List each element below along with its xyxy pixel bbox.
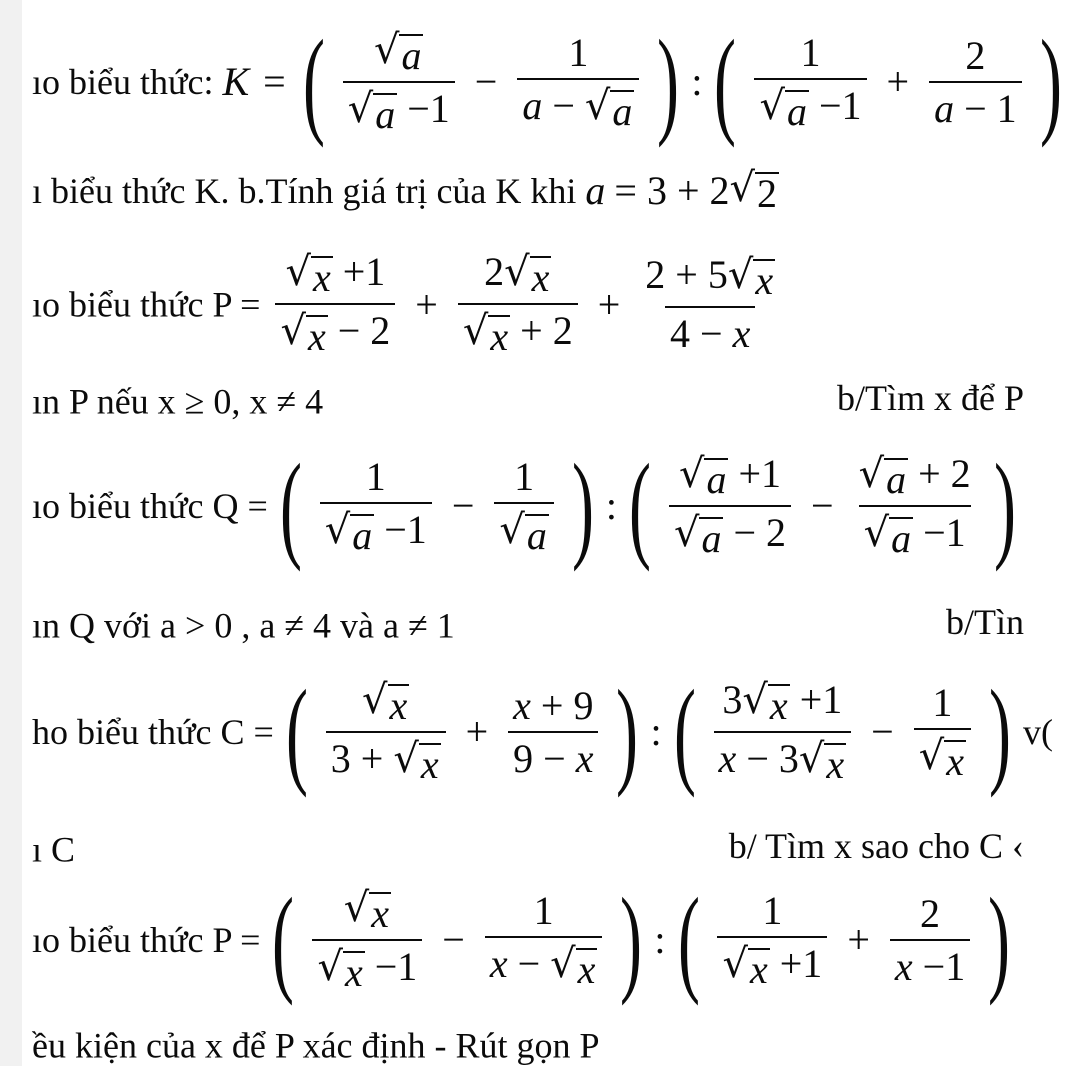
fraction: 1 a − √ a [517,33,639,132]
question-c-left: ı C [32,829,76,870]
fraction: $\frac{2}{x -1}$ [890,894,970,987]
left-paren: ( [279,439,302,572]
var-k: K [222,59,250,104]
plus-sign: + [886,59,910,104]
right-paren: ) [988,873,1011,1006]
right-paren: ) [620,873,643,1006]
right-paren: ) [616,665,639,798]
minus-sign: − [811,483,834,528]
fraction: 2 + 5 √ x 4 − x [645,252,774,356]
fraction: 3 √ x +1 x − 3 √ x [714,680,852,785]
left-paren: ( [673,665,696,798]
expression-c-line [32,665,1053,798]
plus-sign: + [465,709,489,754]
expression-p2-lead: ıo biểu thức P = [32,920,270,960]
equals-sign: = [263,59,286,104]
left-paren: ( [677,873,700,1006]
right-paren: ) [657,15,680,148]
plus-sign: + [597,281,621,327]
minus-sign: − [474,59,498,104]
minus-sign: − [451,483,475,528]
expression-c-lead: ho biểu thức C = [32,712,283,752]
fraction: √ x 3 + √ x [326,680,446,785]
minus-sign: − [442,917,465,962]
expression-p2-line [32,873,1024,1006]
expression-q-lead: ıo biểu thức Q = [32,486,277,526]
page-left-edge [0,0,22,1066]
fraction: 1 x − √ x [485,891,603,990]
expression-p-line [32,249,1024,359]
fraction: 1 √ x [914,683,971,782]
fraction: 1 √ a −1 [320,457,432,556]
fraction: √ a +1 √ a − 2 [669,454,791,559]
colon-sign: : [654,917,666,962]
left-paren: ( [285,665,308,798]
colon-sign: : [605,483,617,528]
fraction: $\frac{2}{a - 1}$ [929,36,1022,129]
question-c-right: b/ Tìm x sao cho C ‹ [728,826,1024,866]
expression-k-line [32,15,1062,148]
fraction: $\frac{x + 9}{9 - x}$ [508,686,598,779]
condition-p2-line [32,1024,1024,1064]
condition-q-text: ın Q với a > 0 , a ≠ 4 và a ≠ 1 [32,605,455,646]
expression-k-lead: ıo biểu thức: [32,62,223,102]
minus-sign: − [871,709,894,754]
condition-p-line [32,380,1024,420]
fraction: 2 √ x √ x + 2 [458,252,578,357]
right-paren: ) [993,439,1016,572]
colon-sign: : [650,709,662,754]
right-paren: ) [571,439,594,572]
condition-p-text: ın P nếu x ≥ 0, x ≠ 4 [32,381,324,422]
sqrt-two: √ 2 [729,165,778,216]
colon-sign: : [691,59,703,104]
plus-sign: + [847,917,870,962]
fraction: √ x +1 √ x − 2 [275,252,395,357]
question-c-line [32,828,1024,868]
question-k-line [32,165,1024,216]
question-k-text: ı biểu thức K. b.Tính giá trị của K khi [32,171,586,211]
condition-q-line [32,604,1024,644]
fraction: √ a √ a −1 [343,30,455,135]
left-paren: ( [272,873,295,1006]
question-q-text: b/Tìn [946,602,1024,642]
fraction: 1 √ a [494,457,554,556]
plus-sign: + [415,281,438,327]
fraction: √ x √ x −1 [312,888,422,993]
question-p-text: b/Tìm x để P [837,378,1024,418]
right-paren: ) [1039,15,1062,148]
left-paren: ( [302,15,325,148]
left-paren: ( [714,15,737,148]
var-a: a [585,168,606,213]
cut-off-text: v( [1022,712,1053,752]
condition-p2-text: ều kiện của x để P xác định - Rút gọn P [32,1025,600,1066]
fraction: 1 √ x +1 [717,891,827,990]
left-paren: ( [628,439,651,572]
fraction: √ a + 2 √ a −1 [858,450,971,561]
fraction: 1 √ a −1 [754,33,866,132]
expression-p-lead: ıo biểu thức P = [32,284,270,325]
expression-q-line [32,439,1024,572]
value-rhs: = 3 + 2 [614,168,730,213]
right-paren: ) [988,665,1011,798]
